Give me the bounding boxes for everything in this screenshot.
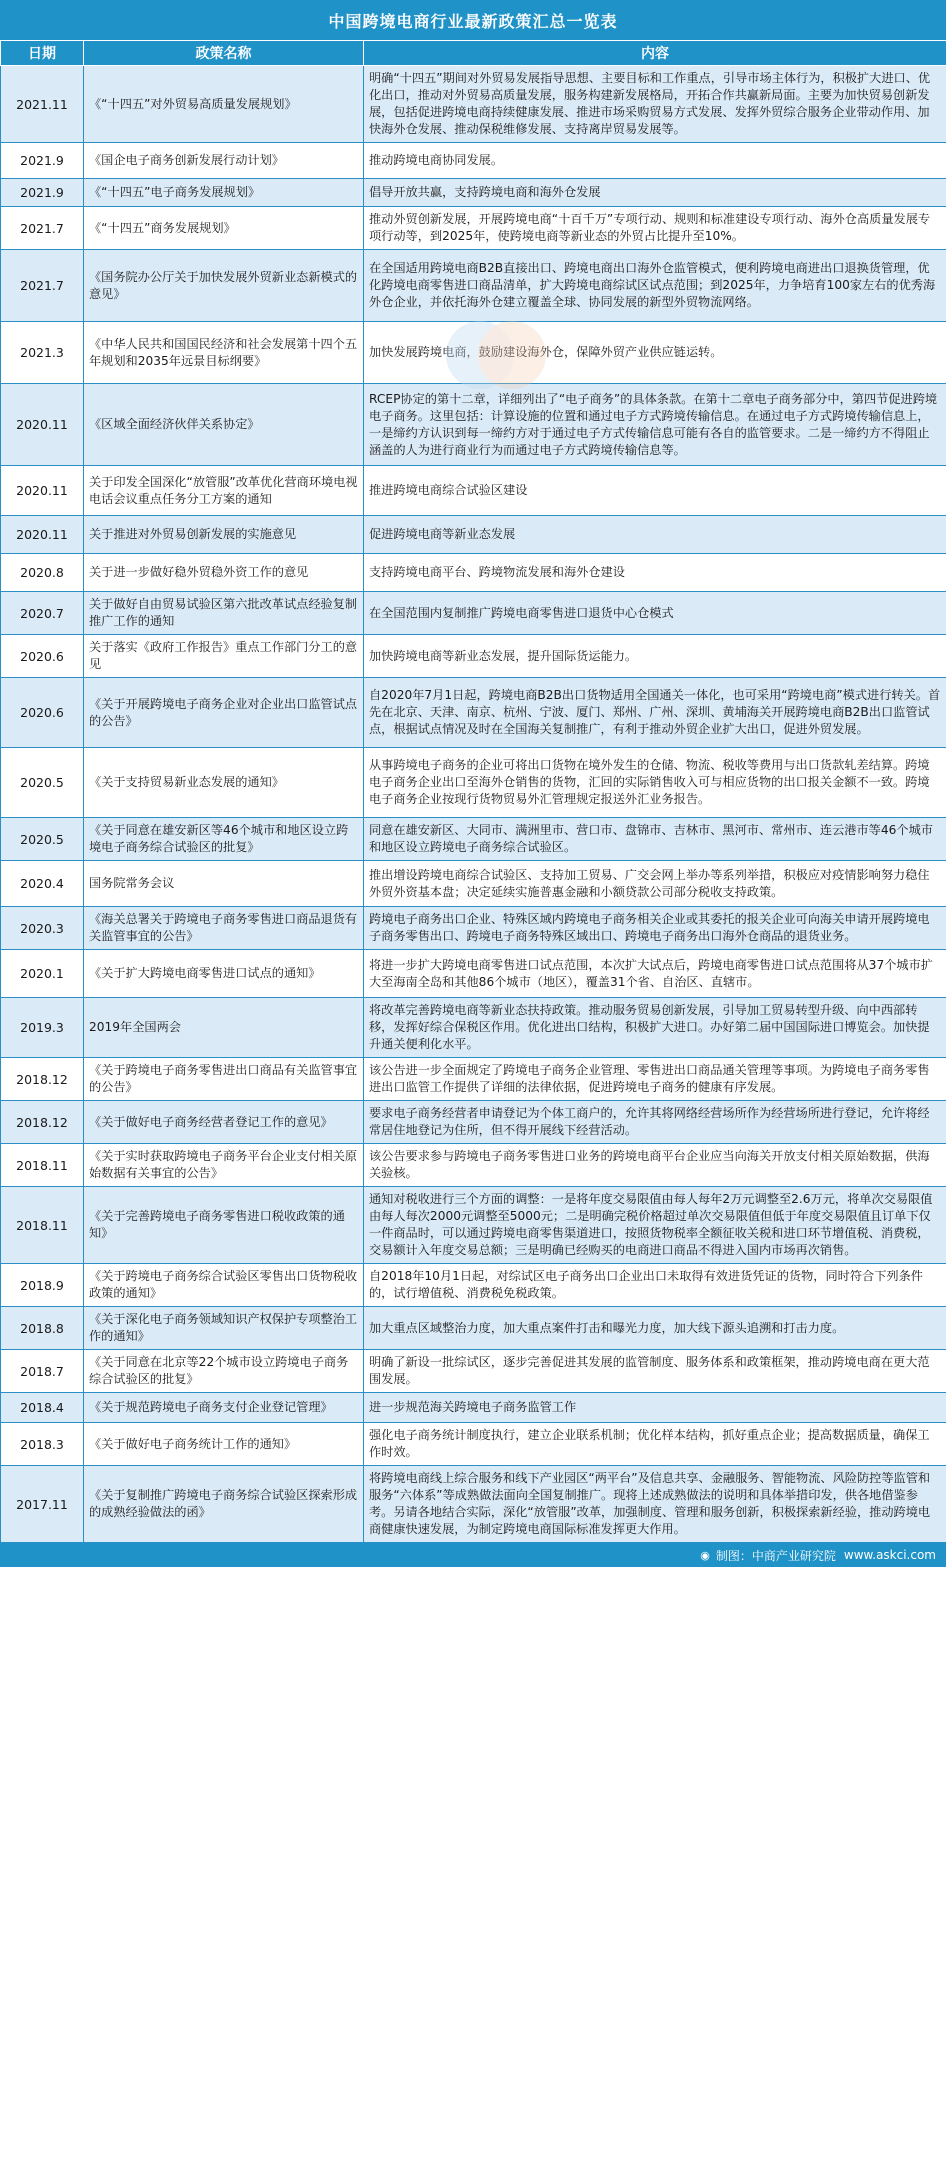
row-policy-name: 关于推进对外贸易创新发展的实施意见 bbox=[84, 516, 364, 554]
row-date: 2020.6 bbox=[1, 678, 84, 748]
row-content: 加快发展跨境电商，鼓励建设海外仓，保障外贸产业供应链运转。 bbox=[364, 322, 946, 384]
row-date: 2020.11 bbox=[1, 466, 84, 516]
row-content: 通知对税收进行三个方面的调整：一是将年度交易限值由每人每年2万元调整至2.6万元，将单次交易限值由每人每次2000元调整至5000元；二是明确完税价格超过单次交易限值但低于年度交易限值且订单下仅一件商品时，可以通过跨境电商零售渠道进口，按照货物税率全额征收关税和进口环节增值税、消费税，交易额计入年度交易总额；三是明确已经购买的电商进口商品不得进入国内市场再次销售。 bbox=[364, 1187, 946, 1264]
row-content: 在全国适用跨境电商B2B直接出口、跨境电商出口海外仓监管模式，便利跨境电商进出口退换货管理，优化跨境电商零售进口商品清单，扩大跨境电商综试区试点范围；到2025年，力争培育100家左右的优秀海外仓企业，并依托海外仓建立覆盖全球、协同发展的新型外贸物流网络。 bbox=[364, 250, 946, 322]
table-row bbox=[1, 516, 946, 554]
row-content: 强化电子商务统计制度执行，建立企业联系机制；优化样本结构，抓好重点企业；提高数据质量，确保工作时效。 bbox=[364, 1423, 946, 1466]
row-content: 从事跨境电子商务的企业可将出口货物在境外发生的仓储、物流、税收等费用与出口货款轧差结算。跨境电子商务企业出口至海外仓销售的货物，汇回的实际销售收入可与相应货物的出口报关金额不一致。跨境电子商务企业按现行货物贸易外汇管理规定报送外汇业务报告。 bbox=[364, 748, 946, 818]
row-content: 促进跨境电商等新业态发展 bbox=[364, 516, 946, 554]
row-policy-name: 关于做好自由贸易试验区第六批改革试点经验复制推广工作的通知 bbox=[84, 592, 364, 635]
row-policy-name: 《关于跨境电子商务零售进出口商品有关监管事宜的公告》 bbox=[84, 1058, 364, 1101]
row-content: 将进一步扩大跨境电商零售进口试点范围，本次扩大试点后，跨境电商零售进口试点范围将从37个城市扩大至海南全岛和其他86个城市（地区），覆盖31个省、自治区、直辖市。 bbox=[364, 950, 946, 998]
table-row bbox=[1, 143, 946, 179]
row-content: 自2018年10月1日起，对综试区电子商务出口企业出口未取得有效进货凭证的货物，同时符合下列条件的，试行增值税、消费税免税政策。 bbox=[364, 1264, 946, 1307]
row-date: 2021.9 bbox=[1, 143, 84, 179]
row-policy-name: 《国企电子商务创新发展行动计划》 bbox=[84, 143, 364, 179]
row-policy-name: 《关于开展跨境电子商务企业对企业出口监管试点的公告》 bbox=[84, 678, 364, 748]
row-policy-name: 《关于规范跨境电子商务支付企业登记管理》 bbox=[84, 1393, 364, 1423]
table-row bbox=[1, 250, 946, 322]
row-date: 2017.11 bbox=[1, 1466, 84, 1543]
table-row bbox=[1, 1058, 946, 1101]
table-row bbox=[1, 818, 946, 861]
row-policy-name: 《关于深化电子商务领域知识产权保护专项整治工作的通知》 bbox=[84, 1307, 364, 1350]
row-date: 2020.8 bbox=[1, 554, 84, 592]
row-policy-name: 《关于支持贸易新业态发展的通知》 bbox=[84, 748, 364, 818]
source-url: www.askci.com bbox=[843, 1548, 936, 1562]
header-content: 内容 bbox=[364, 41, 946, 66]
row-date: 2020.4 bbox=[1, 861, 84, 907]
row-date: 2018.11 bbox=[1, 1187, 84, 1264]
row-content: RCEP协定的第十二章，详细列出了“电子商务”的具体条款。在第十二章电子商务部分中，第四节促进跨境电子商务。这里包括：计算设施的位置和通过电子方式跨境传输信息。在通过电子方式跨境传输信息上，一是缔约方认识到每一缔约方对于通过电子方式传输信息可能有各自的监管要求。二是一缔约方不得阻止涵盖的人为进行商业行为而通过电子方式跨境传输信息等。 bbox=[364, 384, 946, 466]
logo-icon: ◉ bbox=[700, 1548, 710, 1562]
row-content: 该公告要求参与跨境电子商务零售进口业务的跨境电商平台企业应当向海关开放支付相关原始数据，供海关验核。 bbox=[364, 1144, 946, 1187]
row-policy-name: 国务院常务会议 bbox=[84, 861, 364, 907]
row-date: 2020.5 bbox=[1, 748, 84, 818]
row-content: 该公告进一步全面规定了跨境电子商务企业管理、零售进出口商品通关管理等事项。为跨境电子商务零售进出口监管工作提供了详细的法律依据，促进跨境电子商务的健康有序发展。 bbox=[364, 1058, 946, 1101]
table-row bbox=[1, 1423, 946, 1466]
row-content: 推进跨境电商综合试验区建设 bbox=[364, 466, 946, 516]
row-content: 推动跨境电商协同发展。 bbox=[364, 143, 946, 179]
row-date: 2021.9 bbox=[1, 179, 84, 207]
row-policy-name: 2019年全国两会 bbox=[84, 998, 364, 1058]
table-row bbox=[1, 66, 946, 143]
row-date: 2021.7 bbox=[1, 207, 84, 250]
table-row bbox=[1, 1264, 946, 1307]
table-row bbox=[1, 592, 946, 635]
row-date: 2018.12 bbox=[1, 1058, 84, 1101]
table-row bbox=[1, 1393, 946, 1423]
row-content: 在全国范围内复制推广跨境电商零售进口退货中心仓模式 bbox=[364, 592, 946, 635]
table-row bbox=[1, 998, 946, 1058]
row-content: 明确“十四五”期间对外贸易发展指导思想、主要目标和工作重点，引导市场主体行为，积极扩大进口、优化出口，推动对外贸易高质量发展，服务构建新发展格局，开拓合作共赢新局面。主要为加快贸易创新发展，包括促进跨境电商持续健康发展、推进市场采购贸易方式发展、发挥外贸综合服务企业带动作用、加快海外仓发展、推动保税维修发展、支持离岸贸易发展等。 bbox=[364, 66, 946, 143]
header-policy-name: 政策名称 bbox=[84, 41, 364, 66]
row-date: 2018.8 bbox=[1, 1307, 84, 1350]
header-row bbox=[1, 41, 946, 66]
table-row bbox=[1, 322, 946, 384]
source-text: 制图：中商产业研究院 bbox=[715, 1548, 836, 1563]
row-content: 将改革完善跨境电商等新业态扶持政策。推动服务贸易创新发展，引导加工贸易转型升级、向中西部转移，发挥好综合保税区作用。优化进出口结构，积极扩大进口。办好第二届中国国际进口博览会。加快提升通关便利化水平。 bbox=[364, 998, 946, 1058]
row-date: 2020.6 bbox=[1, 635, 84, 678]
row-content: 支持跨境电商平台、跨境物流发展和海外仓建设 bbox=[364, 554, 946, 592]
row-content: 同意在雄安新区、大同市、满洲里市、营口市、盘锦市、吉林市、黑河市、常州市、连云港市等46个城市和地区设立跨境电子商务综合试验区。 bbox=[364, 818, 946, 861]
table-row bbox=[1, 635, 946, 678]
row-policy-name: 《关于同意在北京等22个城市设立跨境电子商务综合试验区的批复》 bbox=[84, 1350, 364, 1393]
row-date: 2018.12 bbox=[1, 1101, 84, 1144]
table-row bbox=[1, 384, 946, 466]
row-date: 2020.5 bbox=[1, 818, 84, 861]
row-policy-name: 《“十四五”商务发展规划》 bbox=[84, 207, 364, 250]
row-policy-name: 《关于实时获取跨境电子商务平台企业支付相关原始数据有关事宜的公告》 bbox=[84, 1144, 364, 1187]
table-row bbox=[1, 907, 946, 950]
table-row bbox=[1, 678, 946, 748]
row-policy-name: 《关于做好电子商务统计工作的通知》 bbox=[84, 1423, 364, 1466]
row-content: 进一步规范海关跨境电子商务监管工作 bbox=[364, 1393, 946, 1423]
row-date: 2018.3 bbox=[1, 1423, 84, 1466]
table-body bbox=[1, 66, 946, 1543]
table-row bbox=[1, 554, 946, 592]
policy-table bbox=[0, 40, 946, 1543]
table-row bbox=[1, 1350, 946, 1393]
row-date: 2018.11 bbox=[1, 1144, 84, 1187]
row-policy-name: 关于印发全国深化“放管服”改革优化营商环境电视电话会议重点任务分工方案的通知 bbox=[84, 466, 364, 516]
row-policy-name: 《关于同意在雄安新区等46个城市和地区设立跨境电子商务综合试验区的批复》 bbox=[84, 818, 364, 861]
row-date: 2021.7 bbox=[1, 250, 84, 322]
row-policy-name: 《国务院办公厅关于加快发展外贸新业态新模式的意见》 bbox=[84, 250, 364, 322]
row-policy-name: 《关于扩大跨境电商零售进口试点的通知》 bbox=[84, 950, 364, 998]
table-row bbox=[1, 748, 946, 818]
row-content: 自2020年7月1日起，跨境电商B2B出口货物适用全国通关一体化，也可采用“跨境电商”模式进行转关。首先在北京、天津、南京、杭州、宁波、厦门、郑州、广州、深圳、黄埔海关开展跨境电商B2B出口监管试点，根据试点情况及时在全国海关复制推广，有利于推动外贸企业扩大出口，促进外贸发展。 bbox=[364, 678, 946, 748]
header-date: 日期 bbox=[1, 41, 84, 66]
row-policy-name: 关于进一步做好稳外贸稳外资工作的意见 bbox=[84, 554, 364, 592]
row-content: 加大重点区域整治力度，加大重点案件打击和曝光力度，加大线下源头追溯和打击力度。 bbox=[364, 1307, 946, 1350]
table-row bbox=[1, 861, 946, 907]
row-content: 要求电子商务经营者申请登记为个体工商户的，允许其将网络经营场所作为经营场所进行登记，允许将经常居住地登记为住所，但不得开展线下经营活动。 bbox=[364, 1101, 946, 1144]
row-date: 2020.3 bbox=[1, 907, 84, 950]
row-content: 将跨境电商线上综合服务和线下产业园区“两平台”及信息共享、金融服务、智能物流、风险防控等监管和服务“六体系”等成熟做法面向全国复制推广。现将上述成熟做法的说明和具体举措印发，供各地借鉴参考。另请各地结合实际，深化“放管服”改革，加强制度、管理和服务创新，积极探索新经验，推动跨境电商健康快速发展，为制定跨境电商国际标准发挥更大作用。 bbox=[364, 1466, 946, 1543]
row-content: 明确了新设一批综试区，逐步完善促进其发展的监管制度、服务体系和政策框架，推动跨境电商在更大范围发展。 bbox=[364, 1350, 946, 1393]
row-policy-name: 《“十四五”电子商务发展规划》 bbox=[84, 179, 364, 207]
row-date: 2018.9 bbox=[1, 1264, 84, 1307]
table-row bbox=[1, 179, 946, 207]
table-row bbox=[1, 1307, 946, 1350]
row-content: 推出增设跨境电商综合试验区、支持加工贸易、广交会网上举办等系列举措，积极应对疫情影响努力稳住外贸外资基本盘；决定延续实施普惠金融和小额贷款公司部分税收支持政策。 bbox=[364, 861, 946, 907]
table-row bbox=[1, 207, 946, 250]
table-row bbox=[1, 1101, 946, 1144]
table-title: 中国跨境电商行业最新政策汇总一览表 bbox=[0, 0, 946, 40]
row-date: 2018.7 bbox=[1, 1350, 84, 1393]
row-content: 倡导开放共赢，支持跨境电商和海外仓发展 bbox=[364, 179, 946, 207]
row-policy-name: 《海关总署关于跨境电子商务零售进口商品退货有关监管事宜的公告》 bbox=[84, 907, 364, 950]
table-row bbox=[1, 950, 946, 998]
row-content: 加快跨境电商等新业态发展，提升国际货运能力。 bbox=[364, 635, 946, 678]
row-policy-name: 《关于完善跨境电子商务零售进口税收政策的通知》 bbox=[84, 1187, 364, 1264]
source-footer bbox=[0, 1543, 946, 1567]
row-content: 跨境电子商务出口企业、特殊区域内跨境电子商务相关企业或其委托的报关企业可向海关申请开展跨境电子商务零售出口、跨境电子商务特殊区域出口、跨境电子商务出口海外仓商品的退货业务。 bbox=[364, 907, 946, 950]
row-policy-name: 《关于复制推广跨境电子商务综合试验区探索形成的成熟经验做法的函》 bbox=[84, 1466, 364, 1543]
row-date: 2020.11 bbox=[1, 516, 84, 554]
table-row bbox=[1, 1187, 946, 1264]
row-date: 2021.3 bbox=[1, 322, 84, 384]
row-content: 推动外贸创新发展，开展跨境电商“十百千万”专项行动、规则和标准建设专项行动、海外仓高质量发展专项行动等，到2025年，使跨境电商等新业态的外贸占比提升至10%。 bbox=[364, 207, 946, 250]
row-date: 2020.7 bbox=[1, 592, 84, 635]
row-date: 2021.11 bbox=[1, 66, 84, 143]
table-row bbox=[1, 466, 946, 516]
row-date: 2020.1 bbox=[1, 950, 84, 998]
row-policy-name: 《区域全面经济伙伴关系协定》 bbox=[84, 384, 364, 466]
row-policy-name: 《中华人民共和国国民经济和社会发展第十四个五年规划和2035年远景目标纲要》 bbox=[84, 322, 364, 384]
row-policy-name: 《“十四五”对外贸易高质量发展规划》 bbox=[84, 66, 364, 143]
row-date: 2018.4 bbox=[1, 1393, 84, 1423]
row-date: 2020.11 bbox=[1, 384, 84, 466]
row-policy-name: 《关于做好电子商务经营者登记工作的意见》 bbox=[84, 1101, 364, 1144]
row-date: 2019.3 bbox=[1, 998, 84, 1058]
row-policy-name: 《关于跨境电子商务综合试验区零售出口货物税收政策的通知》 bbox=[84, 1264, 364, 1307]
row-policy-name: 关于落实《政府工作报告》重点工作部门分工的意见 bbox=[84, 635, 364, 678]
table-row bbox=[1, 1466, 946, 1543]
table-row bbox=[1, 1144, 946, 1187]
